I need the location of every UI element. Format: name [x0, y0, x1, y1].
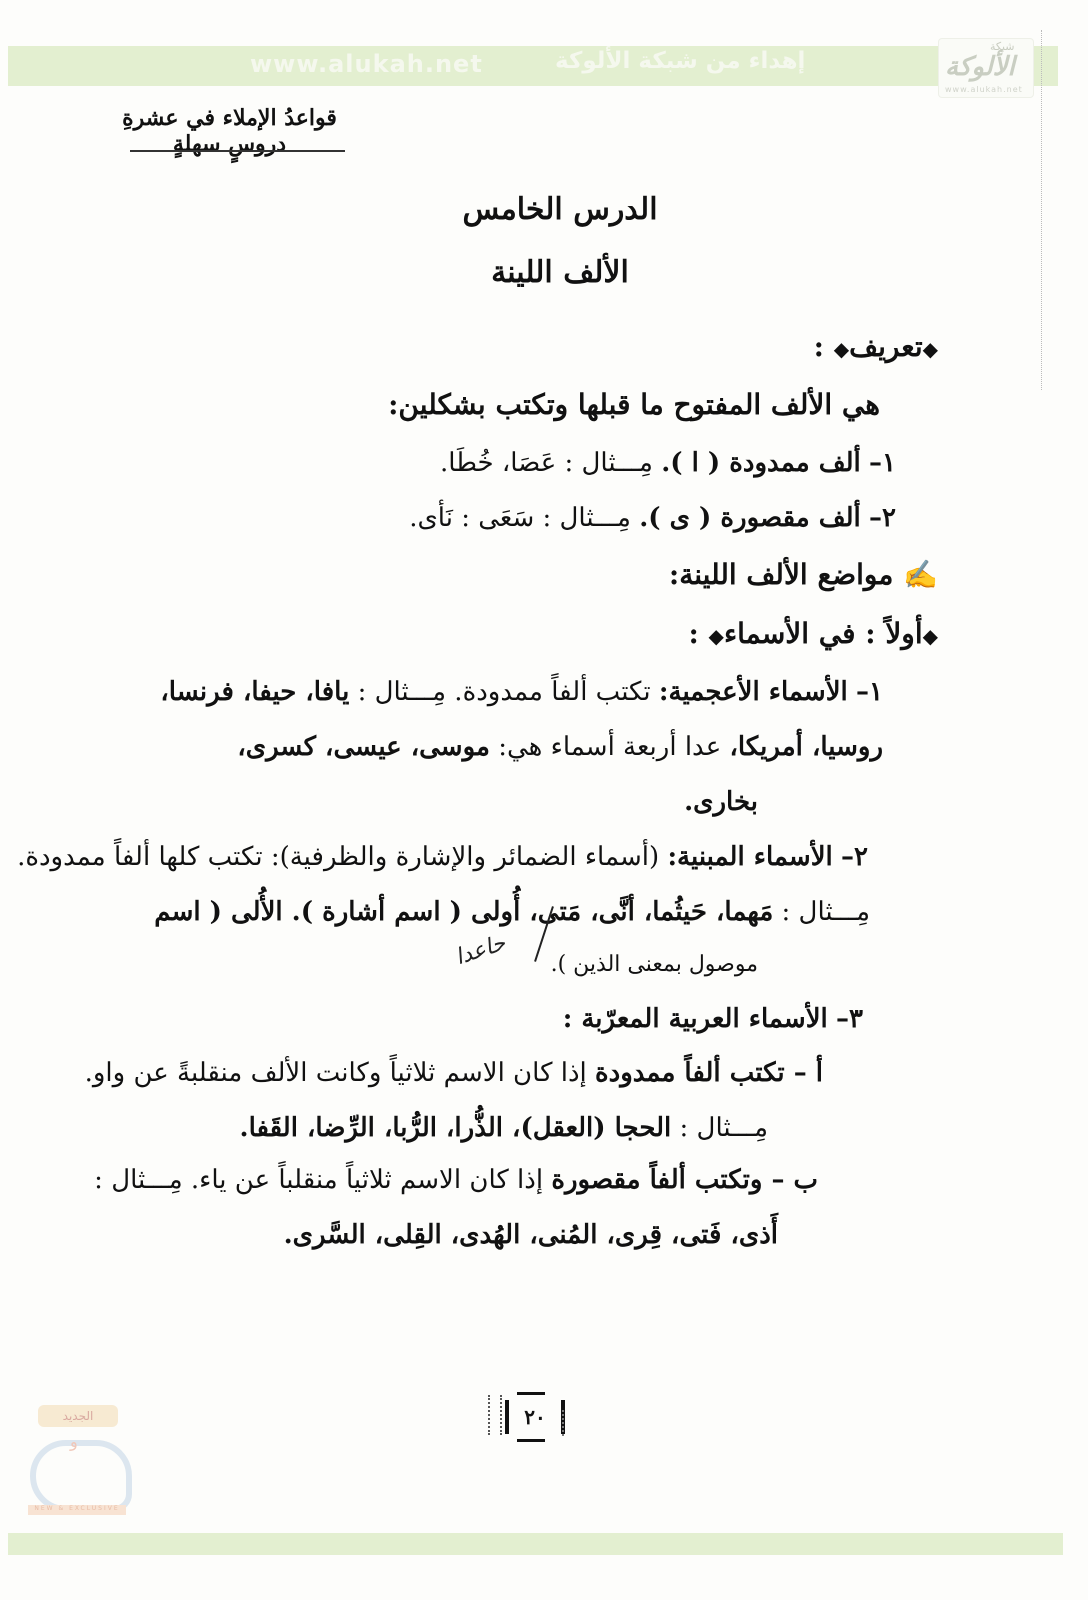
rule-label: ب – وتكتب ألفاً مقصورة [551, 1165, 818, 1195]
ornament-bracket-icon: ◆ [708, 624, 724, 648]
examples: موسى، عيسى، كسرى، [237, 732, 490, 762]
examples: مَهما، حَيثُما، أنَّى، مَتى، أُولى ( اسم أشارة ). الأُلى ( اسم [154, 897, 774, 927]
rule-text: إذا كان الاسم ثلاثياً منقلباً عن ياء. مِـــثال : [94, 1165, 544, 1195]
rule-label: أ – تكتب ألفاً ممدودة [595, 1058, 823, 1088]
names-item-3-a [85, 1058, 823, 1088]
item-label: الأسماء المبنية: [667, 842, 833, 872]
banner-url: www.alukah.net [250, 50, 483, 78]
example-label: مِـــثال : [564, 448, 653, 478]
page-number-ornament-right [562, 1410, 572, 1436]
item-label: ألف مقصورة ( ى ). [639, 503, 861, 533]
example-text: عَصَا، خُطَا. [440, 448, 557, 478]
item-label: الأسماء الأعجمية: [658, 677, 848, 707]
examples: يافا، حيفا، فرنسا، [160, 677, 350, 707]
header-rule [130, 150, 345, 152]
names-item-2-line-1 [17, 842, 868, 872]
definition-item-2 [409, 503, 896, 533]
names-item-2-line-3: موصول بمعنى الذين ). [550, 952, 758, 977]
item-number: ٢– [869, 503, 896, 533]
colon: : [688, 617, 699, 650]
item-number: ٢– [841, 842, 868, 872]
item-number: ٣– [836, 1004, 863, 1034]
definition-heading [814, 330, 938, 363]
first-heading [688, 617, 938, 650]
watermark-and: و [70, 1432, 78, 1451]
first-heading-text: أولاً : في الأسماء [723, 617, 923, 650]
watermark-top: الجديد [38, 1405, 118, 1427]
colon: : [813, 330, 824, 363]
example-label: مِـــثال : [679, 1113, 768, 1143]
item-label: ألف ممدودة ( ا ). [661, 448, 861, 478]
top-banner [8, 46, 1058, 86]
examples: الحجا (العقل)، الذُّرا، الرُّبا، الرِّضا، القَفا. [239, 1113, 672, 1143]
definition-text: هي الألف المفتوح ما قبلها وتكتب بشكلين: [388, 388, 880, 421]
logo-small-text: شبكة [990, 40, 1015, 53]
examples: روسيا، أمريكا، [729, 732, 883, 762]
page-number: ٢٠ [505, 1400, 565, 1434]
item-label: الأسماء العربية المعرّبة : [562, 1004, 828, 1034]
example-label: مِـــثال : [781, 897, 870, 927]
item-number: ١– [856, 677, 883, 707]
lesson-subtitle: الألف اللينة [491, 255, 629, 290]
definition-heading-text: تعريف [849, 330, 923, 363]
names-item-1-line-1 [160, 677, 883, 707]
margin-line [1041, 30, 1043, 390]
item-text: عدا أربعة أسماء هي: [498, 732, 722, 762]
logo-url: www.alukah.net [945, 85, 1023, 94]
lesson-title: الدرس الخامس [462, 192, 658, 227]
names-item-3-b-examples: أَذى، فَتى، قِرى، المُنى، الهُدى، القِلى، السَّرى. [283, 1220, 778, 1250]
example-text: سَعَى : نَأى. [409, 503, 535, 533]
positions-heading [669, 558, 938, 591]
names-item-1-line-3: بخارى. [684, 787, 758, 817]
ornament-bracket-icon: ◆ [833, 337, 850, 361]
logo-main-text: الألوكة [945, 52, 1015, 82]
item-text: (أسماء الضمائر والإشارة والظرفية): تكتب كلها ألفاً ممدودة. [17, 842, 660, 872]
watermark-bottom: NEW & EXCLUSIVE [28, 1505, 126, 1515]
running-title: قواعدُ الإملاء في عشرةِ دروسٍ سهلةٍ [122, 105, 337, 157]
page-number-ornament-left [488, 1395, 502, 1435]
watermark-logo [30, 1440, 132, 1512]
names-item-1-line-2 [237, 732, 883, 762]
ornament-bracket-icon: ◆ [922, 624, 938, 648]
item-text: تكتب ألفاً ممدودة. مِـــثال : [357, 677, 651, 707]
rule-text: إذا كان الاسم ثلاثياً وكانت الألف منقلبةً عن واو. [84, 1058, 587, 1088]
writing-hand-icon: ✍ [903, 558, 938, 591]
names-item-3-a-example [240, 1113, 768, 1143]
names-item-3-b [94, 1165, 818, 1195]
item-number: ١– [869, 448, 896, 478]
ornament-bracket-icon: ◆ [922, 337, 938, 361]
banner-gift-text: إهداء من شبكة الألوكة [555, 48, 806, 74]
positions-heading-text: مواضع الألف اللينة: [668, 558, 894, 591]
definition-item-1 [440, 448, 896, 478]
bottom-banner [8, 1533, 1063, 1555]
handwritten-note: حاعدا [452, 930, 509, 971]
names-item-2-line-2 [154, 897, 870, 927]
example-label: مِـــثال : [542, 503, 631, 533]
names-item-3-heading [563, 1004, 863, 1034]
